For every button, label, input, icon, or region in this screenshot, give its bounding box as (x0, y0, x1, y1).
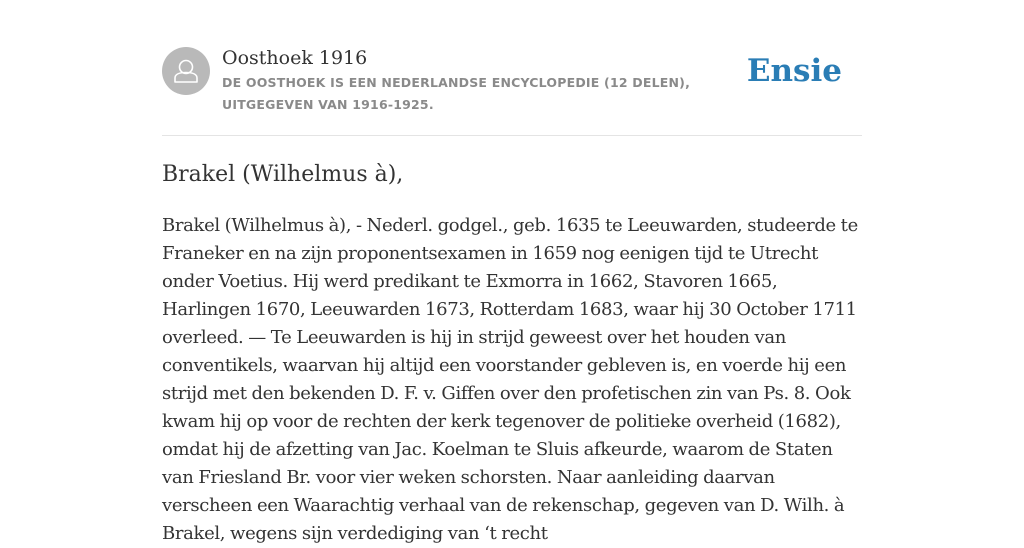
user-silhouette-icon (162, 47, 210, 95)
source-name[interactable]: Oosthoek 1916 (222, 47, 368, 69)
article-body: Brakel (Wilhelmus à), - Nederl. godgel., geb. 1635 te Leeuwarden, studeerde te Franeker en na zijn proponentsexamen in 1659 nog eenigen tijd te Utrecht onder Voetius. Hij werd predikant te Exmorra in 1662, Stavoren 1665, Harlingen 1670, Leeuwarden 1673, Rotterdam 1683, waar hij 30 October 1711 overleed. — Te Leeuwarden is hij in strijd geweest over het houden van conventikels, waarvan hij altijd een voorstander gebleven is, en voerde hij een strijd met den bekenden D. F. v. Giffen over den profetischen zin van Ps. 8. Ook kwam hij op voor de rechten der kerk tegenover de politieke overheid (1682), omdat hij de afzetting van Jac. Koelman te Sluis afkeurde, waarom de Staten van Friesland Br. voor vier weken schorsten. Naar aanleiding daarvan verscheen een Waarachtig verhaal van de rekenschap, gegeven van D. Wilh. à Brakel, wegens sijn verdediging van ‘t recht (162, 215, 858, 544)
ensie-logo[interactable]: Ensie (746, 53, 842, 89)
source-avatar[interactable] (162, 47, 210, 95)
header-divider (162, 135, 862, 136)
article-title: Brakel (Wilhelmus à), (162, 162, 404, 187)
source-description: DE OOSTHOEK IS EEN NEDERLANDSE ENCYCLOPEDIE (12 DELEN), UITGEGEVEN VAN 1916-1925. (222, 75, 691, 112)
source-header (162, 46, 862, 136)
